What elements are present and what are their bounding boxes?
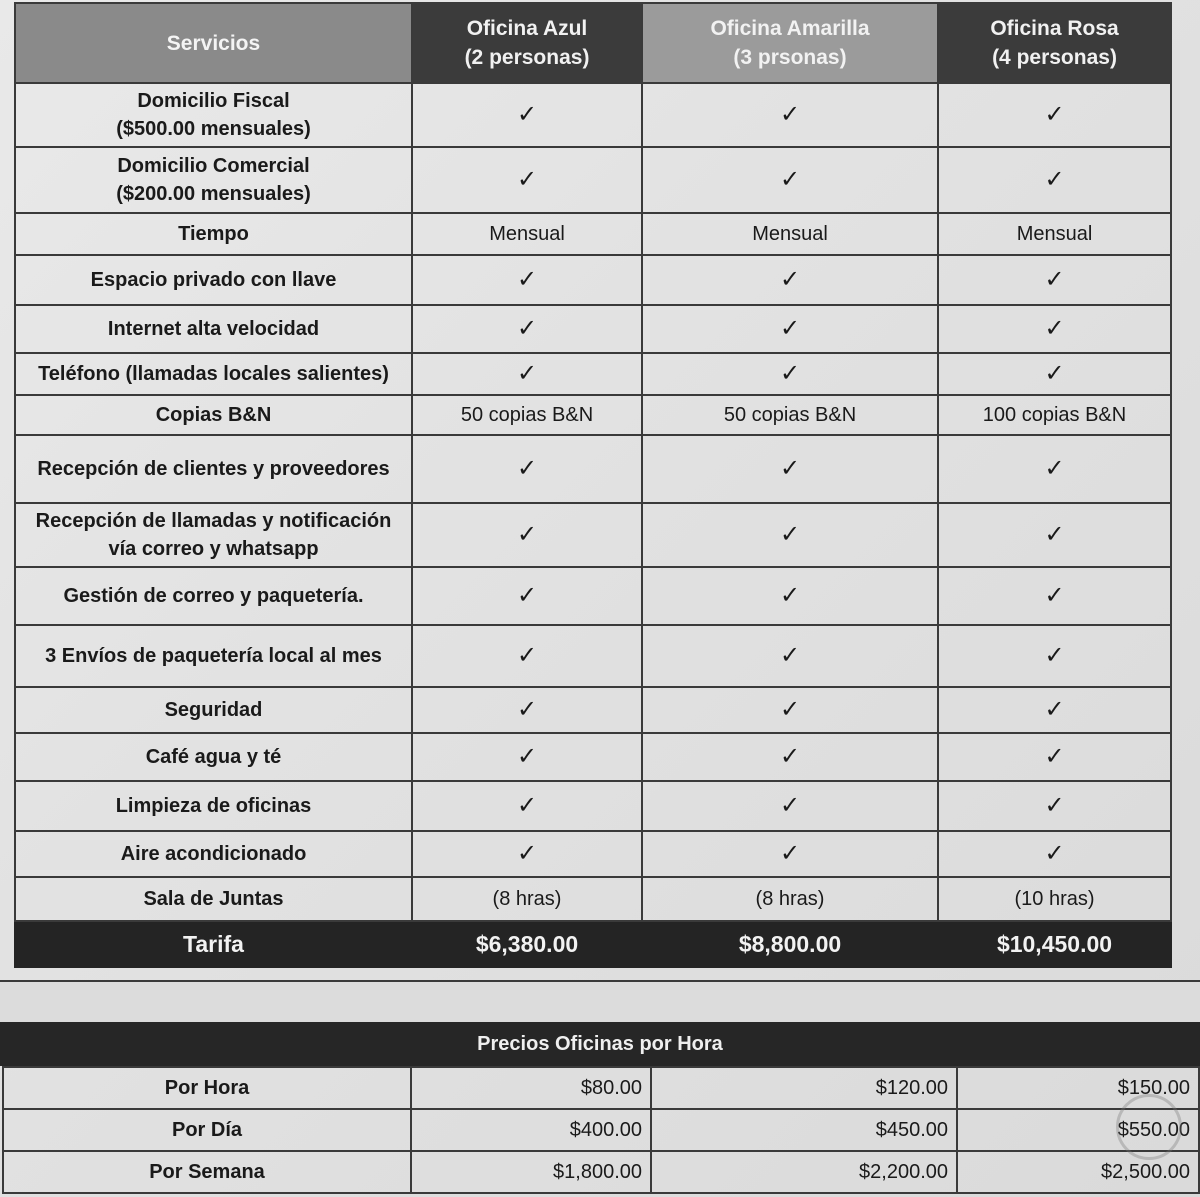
check-icon: ✓ bbox=[642, 255, 938, 305]
service-value: (10 hras) bbox=[938, 877, 1171, 921]
check-icon: ✓ bbox=[412, 831, 642, 877]
check-icon: ✓ bbox=[938, 255, 1171, 305]
tarifa-rosa: $10,450.00 bbox=[938, 921, 1171, 967]
table-row bbox=[15, 503, 1171, 567]
hourly-rows bbox=[3, 1067, 1199, 1193]
table-row bbox=[15, 831, 1171, 877]
table-row bbox=[15, 877, 1171, 921]
check-icon: ✓ bbox=[938, 733, 1171, 781]
check-icon: ✓ bbox=[642, 305, 938, 353]
table-row bbox=[15, 213, 1171, 255]
office-rosa-header bbox=[938, 3, 1171, 83]
price-value: $2,200.00 bbox=[651, 1151, 957, 1193]
check-icon: ✓ bbox=[412, 353, 642, 395]
period-label: Por Día bbox=[3, 1109, 411, 1151]
service-sublabel: vía correo y whatsapp bbox=[108, 538, 319, 560]
check-icon: ✓ bbox=[642, 83, 938, 147]
tarifa-row bbox=[15, 921, 1171, 967]
service-value: 100 copias B&N bbox=[938, 395, 1171, 435]
office-azul-header bbox=[412, 3, 642, 83]
check-icon: ✓ bbox=[938, 353, 1171, 395]
check-icon: ✓ bbox=[412, 305, 642, 353]
table-row bbox=[15, 781, 1171, 831]
service-name bbox=[15, 781, 412, 831]
table-row bbox=[3, 1151, 1199, 1193]
service-value: (8 hras) bbox=[642, 877, 938, 921]
period-label: Por Hora bbox=[3, 1067, 411, 1109]
service-name bbox=[15, 567, 412, 625]
tarifa-label: Tarifa bbox=[15, 921, 412, 967]
service-name bbox=[15, 687, 412, 733]
check-icon: ✓ bbox=[642, 831, 938, 877]
spacer-band bbox=[0, 980, 1200, 1024]
check-icon: ✓ bbox=[412, 625, 642, 687]
table-row bbox=[15, 255, 1171, 305]
hourly-prices-table bbox=[2, 1066, 1200, 1194]
check-icon: ✓ bbox=[412, 781, 642, 831]
service-sublabel: ($500.00 mensuales) bbox=[116, 118, 311, 140]
check-icon: ✓ bbox=[938, 781, 1171, 831]
service-name bbox=[15, 435, 412, 503]
service-label: Sala de Juntas bbox=[143, 888, 284, 910]
price-value: $2,500.00 bbox=[957, 1151, 1199, 1193]
service-value: (8 hras) bbox=[412, 877, 642, 921]
service-name bbox=[15, 625, 412, 687]
service-name bbox=[15, 353, 412, 395]
check-icon: ✓ bbox=[642, 625, 938, 687]
service-name bbox=[15, 877, 412, 921]
services-header: Servicios bbox=[15, 3, 412, 83]
table-row bbox=[15, 435, 1171, 503]
check-icon: ✓ bbox=[412, 503, 642, 567]
check-icon: ✓ bbox=[938, 435, 1171, 503]
check-icon: ✓ bbox=[642, 567, 938, 625]
office-name: Oficina Rosa bbox=[990, 17, 1119, 40]
service-label: Domicilio Comercial bbox=[117, 155, 310, 177]
check-icon: ✓ bbox=[642, 435, 938, 503]
service-label: Gestión de correo y paquetería. bbox=[63, 585, 364, 607]
table-row bbox=[15, 395, 1171, 435]
table-row bbox=[15, 687, 1171, 733]
watermark-logo-icon bbox=[1116, 1094, 1182, 1160]
service-label: Copias B&N bbox=[155, 404, 272, 426]
service-value: 50 copias B&N bbox=[412, 395, 642, 435]
price-value: $1,800.00 bbox=[411, 1151, 651, 1193]
office-name: Oficina Amarilla bbox=[710, 17, 870, 40]
check-icon: ✓ bbox=[412, 733, 642, 781]
service-label: Aire acondicionado bbox=[120, 843, 307, 865]
service-label: Recepción de clientes y proveedores bbox=[37, 458, 390, 480]
check-icon: ✓ bbox=[642, 781, 938, 831]
table-row bbox=[15, 625, 1171, 687]
service-name bbox=[15, 255, 412, 305]
table-row bbox=[3, 1109, 1199, 1151]
service-label: Café agua y té bbox=[145, 746, 282, 768]
office-capacity: (3 prsonas) bbox=[733, 46, 847, 69]
price-value: $80.00 bbox=[411, 1067, 651, 1109]
services-table bbox=[14, 2, 1172, 968]
office-name: Oficina Azul bbox=[466, 17, 588, 40]
table-row bbox=[15, 567, 1171, 625]
service-value: 50 copias B&N bbox=[642, 395, 938, 435]
hourly-title: Precios Oficinas por Hora bbox=[0, 1022, 1200, 1066]
check-icon: ✓ bbox=[938, 305, 1171, 353]
service-label: Limpieza de oficinas bbox=[115, 795, 312, 817]
check-icon: ✓ bbox=[938, 831, 1171, 877]
price-value: $150.00 bbox=[957, 1067, 1199, 1109]
check-icon: ✓ bbox=[938, 687, 1171, 733]
price-value: $400.00 bbox=[411, 1109, 651, 1151]
service-label: 3 Envíos de paquetería local al mes bbox=[45, 645, 382, 667]
price-value: $120.00 bbox=[651, 1067, 957, 1109]
service-name bbox=[15, 733, 412, 781]
check-icon: ✓ bbox=[412, 255, 642, 305]
office-capacity: (4 personas) bbox=[992, 46, 1117, 69]
service-label: Seguridad bbox=[164, 699, 263, 721]
service-label: Recepción de llamadas y notificación bbox=[35, 510, 392, 532]
service-label: Tiempo bbox=[178, 223, 249, 245]
check-icon: ✓ bbox=[938, 147, 1171, 213]
service-name bbox=[15, 503, 412, 567]
check-icon: ✓ bbox=[642, 503, 938, 567]
check-icon: ✓ bbox=[412, 687, 642, 733]
check-icon: ✓ bbox=[642, 147, 938, 213]
service-value: Mensual bbox=[642, 213, 938, 255]
table-row bbox=[15, 83, 1171, 147]
service-name bbox=[15, 213, 412, 255]
table-header-row bbox=[15, 3, 1171, 83]
check-icon: ✓ bbox=[412, 435, 642, 503]
service-name bbox=[15, 83, 412, 147]
service-value: Mensual bbox=[412, 213, 642, 255]
service-label: Espacio privado con llave bbox=[90, 269, 337, 291]
tarifa-amarilla: $8,800.00 bbox=[642, 921, 938, 967]
check-icon: ✓ bbox=[412, 147, 642, 213]
check-icon: ✓ bbox=[642, 733, 938, 781]
table-row bbox=[15, 305, 1171, 353]
service-name bbox=[15, 831, 412, 877]
check-icon: ✓ bbox=[938, 625, 1171, 687]
price-value: $450.00 bbox=[651, 1109, 957, 1151]
table-row bbox=[3, 1067, 1199, 1109]
check-icon: ✓ bbox=[938, 83, 1171, 147]
period-label: Por Semana bbox=[3, 1151, 411, 1193]
service-name bbox=[15, 395, 412, 435]
check-icon: ✓ bbox=[938, 567, 1171, 625]
office-capacity: (2 personas) bbox=[464, 46, 590, 69]
check-icon: ✓ bbox=[642, 687, 938, 733]
service-value: Mensual bbox=[938, 213, 1171, 255]
service-label: Domicilio Fiscal bbox=[137, 90, 290, 112]
check-icon: ✓ bbox=[938, 503, 1171, 567]
service-label: Teléfono (llamadas locales salientes) bbox=[38, 363, 389, 385]
service-name bbox=[15, 305, 412, 353]
check-icon: ✓ bbox=[412, 83, 642, 147]
office-amarilla-header bbox=[642, 3, 938, 83]
service-label: Internet alta velocidad bbox=[107, 318, 320, 340]
tarifa-azul: $6,380.00 bbox=[412, 921, 642, 967]
table-row bbox=[15, 147, 1171, 213]
check-icon: ✓ bbox=[642, 353, 938, 395]
table-row bbox=[15, 353, 1171, 395]
check-icon: ✓ bbox=[412, 567, 642, 625]
services-rows bbox=[15, 83, 1171, 921]
price-value: $550.00 bbox=[957, 1109, 1199, 1151]
table-row bbox=[15, 733, 1171, 781]
service-sublabel: ($200.00 mensuales) bbox=[116, 183, 311, 205]
service-name bbox=[15, 147, 412, 213]
